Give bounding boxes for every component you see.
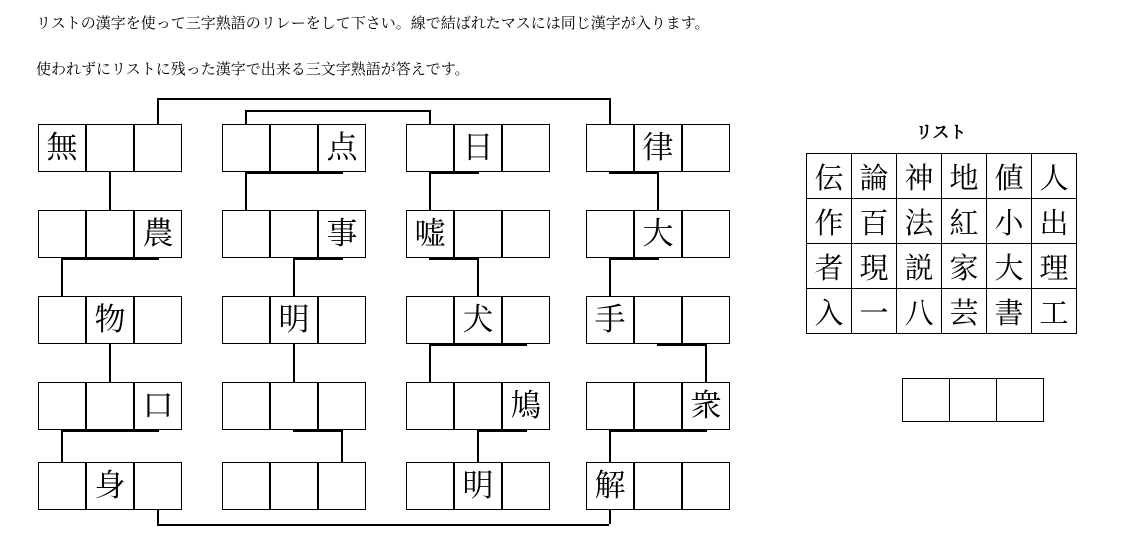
list-cell[interactable]: 小 — [987, 199, 1032, 244]
instruction-line-1: リストの漢字を使って三字熟語のリレーをして下さい。線で結ばれたマスには同じ漢字が入ります。 — [36, 15, 710, 32]
cell-c1-r5-1[interactable] — [38, 462, 86, 510]
bridge-top-right-stub — [609, 98, 611, 124]
cell-c2-r1-1[interactable] — [222, 124, 270, 172]
connector-c3-r4-r5-left — [477, 430, 479, 462]
connector-c3-r3-r4-h — [429, 344, 527, 346]
cell-c2-r5-1[interactable] — [222, 462, 270, 510]
bridge-top-mid-stub — [245, 110, 247, 124]
cell-c2-r3-1[interactable] — [222, 296, 270, 344]
cell-c1-r3-1[interactable] — [38, 296, 86, 344]
list-cell[interactable]: 工 — [1032, 289, 1077, 334]
cell-c4-r2-3[interactable] — [682, 210, 730, 258]
cell-c3-r5-1[interactable] — [406, 462, 454, 510]
cell-c1-r4-1[interactable] — [38, 382, 86, 430]
cell-c2-r4-1[interactable] — [222, 382, 270, 430]
connector-c4-r4-r5-h — [609, 430, 707, 432]
bridge-bottom-right-up — [609, 510, 611, 524]
bridge-top-mid — [245, 110, 429, 112]
connector-c2-r1-r2-h — [245, 172, 343, 174]
list-panel — [806, 118, 1096, 334]
cell-c4-r3-2[interactable] — [634, 296, 682, 344]
list-cell[interactable]: 書 — [987, 289, 1032, 334]
cell-c1-r4-2[interactable] — [86, 382, 134, 430]
list-cell[interactable]: 論 — [852, 154, 897, 199]
cell-c1-r3-3[interactable] — [134, 296, 182, 344]
cell-c4-r1-1[interactable] — [586, 124, 634, 172]
cell-c2-r4-2[interactable] — [270, 382, 318, 430]
list-cell[interactable]: 家 — [942, 244, 987, 289]
connector-c4-r1-r2-h — [609, 172, 659, 174]
list-cell[interactable]: 神 — [897, 154, 942, 199]
connector-c1-r4-r5 — [61, 430, 63, 462]
cell-c4-r4-3[interactable]: 衆 — [682, 382, 730, 430]
list-cell[interactable]: 伝 — [807, 154, 852, 199]
list-cell[interactable]: 紅 — [942, 199, 987, 244]
answer-cell[interactable] — [997, 379, 1044, 422]
cell-c3-r1-3[interactable] — [502, 124, 550, 172]
bridge-bottom-main — [157, 524, 609, 526]
connector-c4-r1-r2-right — [657, 172, 659, 210]
cell-c3-r1-1[interactable] — [406, 124, 454, 172]
answer-boxes — [902, 378, 1044, 422]
list-cell[interactable]: 大 — [987, 244, 1032, 289]
cell-c4-r1-2[interactable]: 律 — [634, 124, 682, 172]
connector-c2-r2-r3-h — [293, 258, 343, 260]
answer-cell[interactable] — [903, 379, 950, 422]
list-cell[interactable]: 地 — [942, 154, 987, 199]
connector-c3-r1-r2-left — [429, 172, 431, 210]
cell-c3-r4-1[interactable] — [406, 382, 454, 430]
cell-c4-r2-2[interactable]: 大 — [634, 210, 682, 258]
cell-c2-r5-2[interactable] — [270, 462, 318, 510]
cell-c4-r4-2[interactable] — [634, 382, 682, 430]
answer-cell[interactable] — [950, 379, 997, 422]
list-row — [807, 289, 1077, 334]
list-cell[interactable]: 八 — [897, 289, 942, 334]
cell-c3-r5-3[interactable] — [502, 462, 550, 510]
connector-c2-r4-r5-h — [293, 430, 343, 432]
connector-c1-r2-r3 — [61, 258, 63, 296]
connector-c4-r2-r3-left — [609, 258, 611, 296]
cell-c2-r3-2[interactable]: 明 — [270, 296, 318, 344]
cell-c4-r5-3[interactable] — [682, 462, 730, 510]
list-cell[interactable]: 百 — [852, 199, 897, 244]
cell-c3-r2-3[interactable] — [502, 210, 550, 258]
list-cell[interactable]: 人 — [1032, 154, 1077, 199]
cell-c2-r2-2[interactable] — [270, 210, 318, 258]
connector-c3-r3-r4-left — [429, 344, 431, 382]
cell-c1-r4-3[interactable]: 口 — [134, 382, 182, 430]
cell-c4-r5-1[interactable]: 解 — [586, 462, 634, 510]
list-cell[interactable]: 現 — [852, 244, 897, 289]
bridge-top-left-stub — [157, 98, 159, 124]
cell-c3-r4-2[interactable] — [454, 382, 502, 430]
connector-c1-r4-r5-h — [61, 430, 159, 432]
cell-c2-r3-3[interactable] — [318, 296, 366, 344]
connector-c3-r1-r2-h — [429, 172, 479, 174]
cell-c3-r5-2[interactable]: 明 — [454, 462, 502, 510]
cell-c3-r1-2[interactable]: 日 — [454, 124, 502, 172]
cell-c1-r1-1[interactable]: 無 — [38, 124, 86, 172]
list-title: リスト — [915, 123, 967, 143]
cell-c4-r1-3[interactable] — [682, 124, 730, 172]
list-cell[interactable]: 説 — [897, 244, 942, 289]
instruction-line-2: 使われずにリストに残った漢字で出来る三文字熟語が答えです。 — [36, 61, 470, 78]
list-cell[interactable]: 作 — [807, 199, 852, 244]
cell-c1-r1-3[interactable] — [134, 124, 182, 172]
cell-c2-r1-3[interactable]: 点 — [318, 124, 366, 172]
cell-c2-r5-3[interactable] — [318, 462, 366, 510]
bridge-top-main — [157, 98, 609, 100]
connector-c4-r4-r5-left — [609, 430, 611, 462]
bridge-bottom-left-up — [157, 510, 159, 524]
list-cell[interactable]: 一 — [852, 289, 897, 334]
connector-c3-r2-r3-right — [477, 258, 479, 296]
connector-c2-r2-r3-left — [293, 258, 295, 296]
answer-row — [903, 379, 1044, 422]
list-cell[interactable]: 芸 — [942, 289, 987, 334]
connector-c2-r4-r5-right — [341, 430, 343, 462]
connector-c4-r3-r4-h — [657, 344, 707, 346]
cell-c1-r3-2[interactable]: 物 — [86, 296, 134, 344]
cell-c1-r1-2[interactable] — [86, 124, 134, 172]
connector-c3-r2-r3-h — [429, 258, 479, 260]
cell-c3-r4-3[interactable]: 鳩 — [502, 382, 550, 430]
connector-c3-r4-r5-h — [477, 430, 527, 432]
list-cell[interactable]: 法 — [897, 199, 942, 244]
list-cell[interactable]: 値 — [987, 154, 1032, 199]
connector-c2-r3-r4 — [293, 344, 295, 382]
cell-c4-r2-1[interactable] — [586, 210, 634, 258]
cell-c3-r3-1[interactable] — [406, 296, 454, 344]
list-cell[interactable]: 出 — [1032, 199, 1077, 244]
cell-c3-r3-2[interactable]: 犬 — [454, 296, 502, 344]
connector-c1-r1-r2 — [109, 172, 111, 210]
list-cell[interactable]: 者 — [807, 244, 852, 289]
cell-c1-r2-1[interactable] — [38, 210, 86, 258]
cell-c4-r3-1[interactable]: 手 — [586, 296, 634, 344]
list-grid — [806, 153, 1077, 334]
cell-c1-r5-2[interactable]: 身 — [86, 462, 134, 510]
connector-c1-r2-r3-h — [61, 258, 159, 260]
cell-c1-r2-2[interactable] — [86, 210, 134, 258]
cell-c3-r2-2[interactable] — [454, 210, 502, 258]
bridge-top-mid-stub2 — [429, 110, 431, 124]
cell-c3-r3-3[interactable] — [502, 296, 550, 344]
cell-c4-r5-2[interactable] — [634, 462, 682, 510]
list-cell[interactable]: 理 — [1032, 244, 1077, 289]
connector-c4-r2-r3-h — [609, 258, 659, 260]
connector-c2-r1-r2-left — [245, 172, 247, 210]
cell-c1-r2-3[interactable]: 農 — [134, 210, 182, 258]
list-row — [807, 154, 1077, 199]
cell-c1-r5-3[interactable] — [134, 462, 182, 510]
connector-c4-r3-r4-right — [705, 344, 707, 382]
answer-grid — [902, 378, 1044, 422]
list-row — [807, 199, 1077, 244]
connector-c1-r3-r4 — [109, 344, 111, 382]
cell-c2-r1-2[interactable] — [270, 124, 318, 172]
list-row — [807, 244, 1077, 289]
cell-c3-r2-1[interactable]: 嘘 — [406, 210, 454, 258]
list-cell[interactable]: 入 — [807, 289, 852, 334]
cell-c4-r4-1[interactable] — [586, 382, 634, 430]
cell-c2-r2-3[interactable]: 事 — [318, 210, 366, 258]
cell-c4-r3-3[interactable] — [682, 296, 730, 344]
cell-c2-r2-1[interactable] — [222, 210, 270, 258]
cell-c2-r4-3[interactable] — [318, 382, 366, 430]
